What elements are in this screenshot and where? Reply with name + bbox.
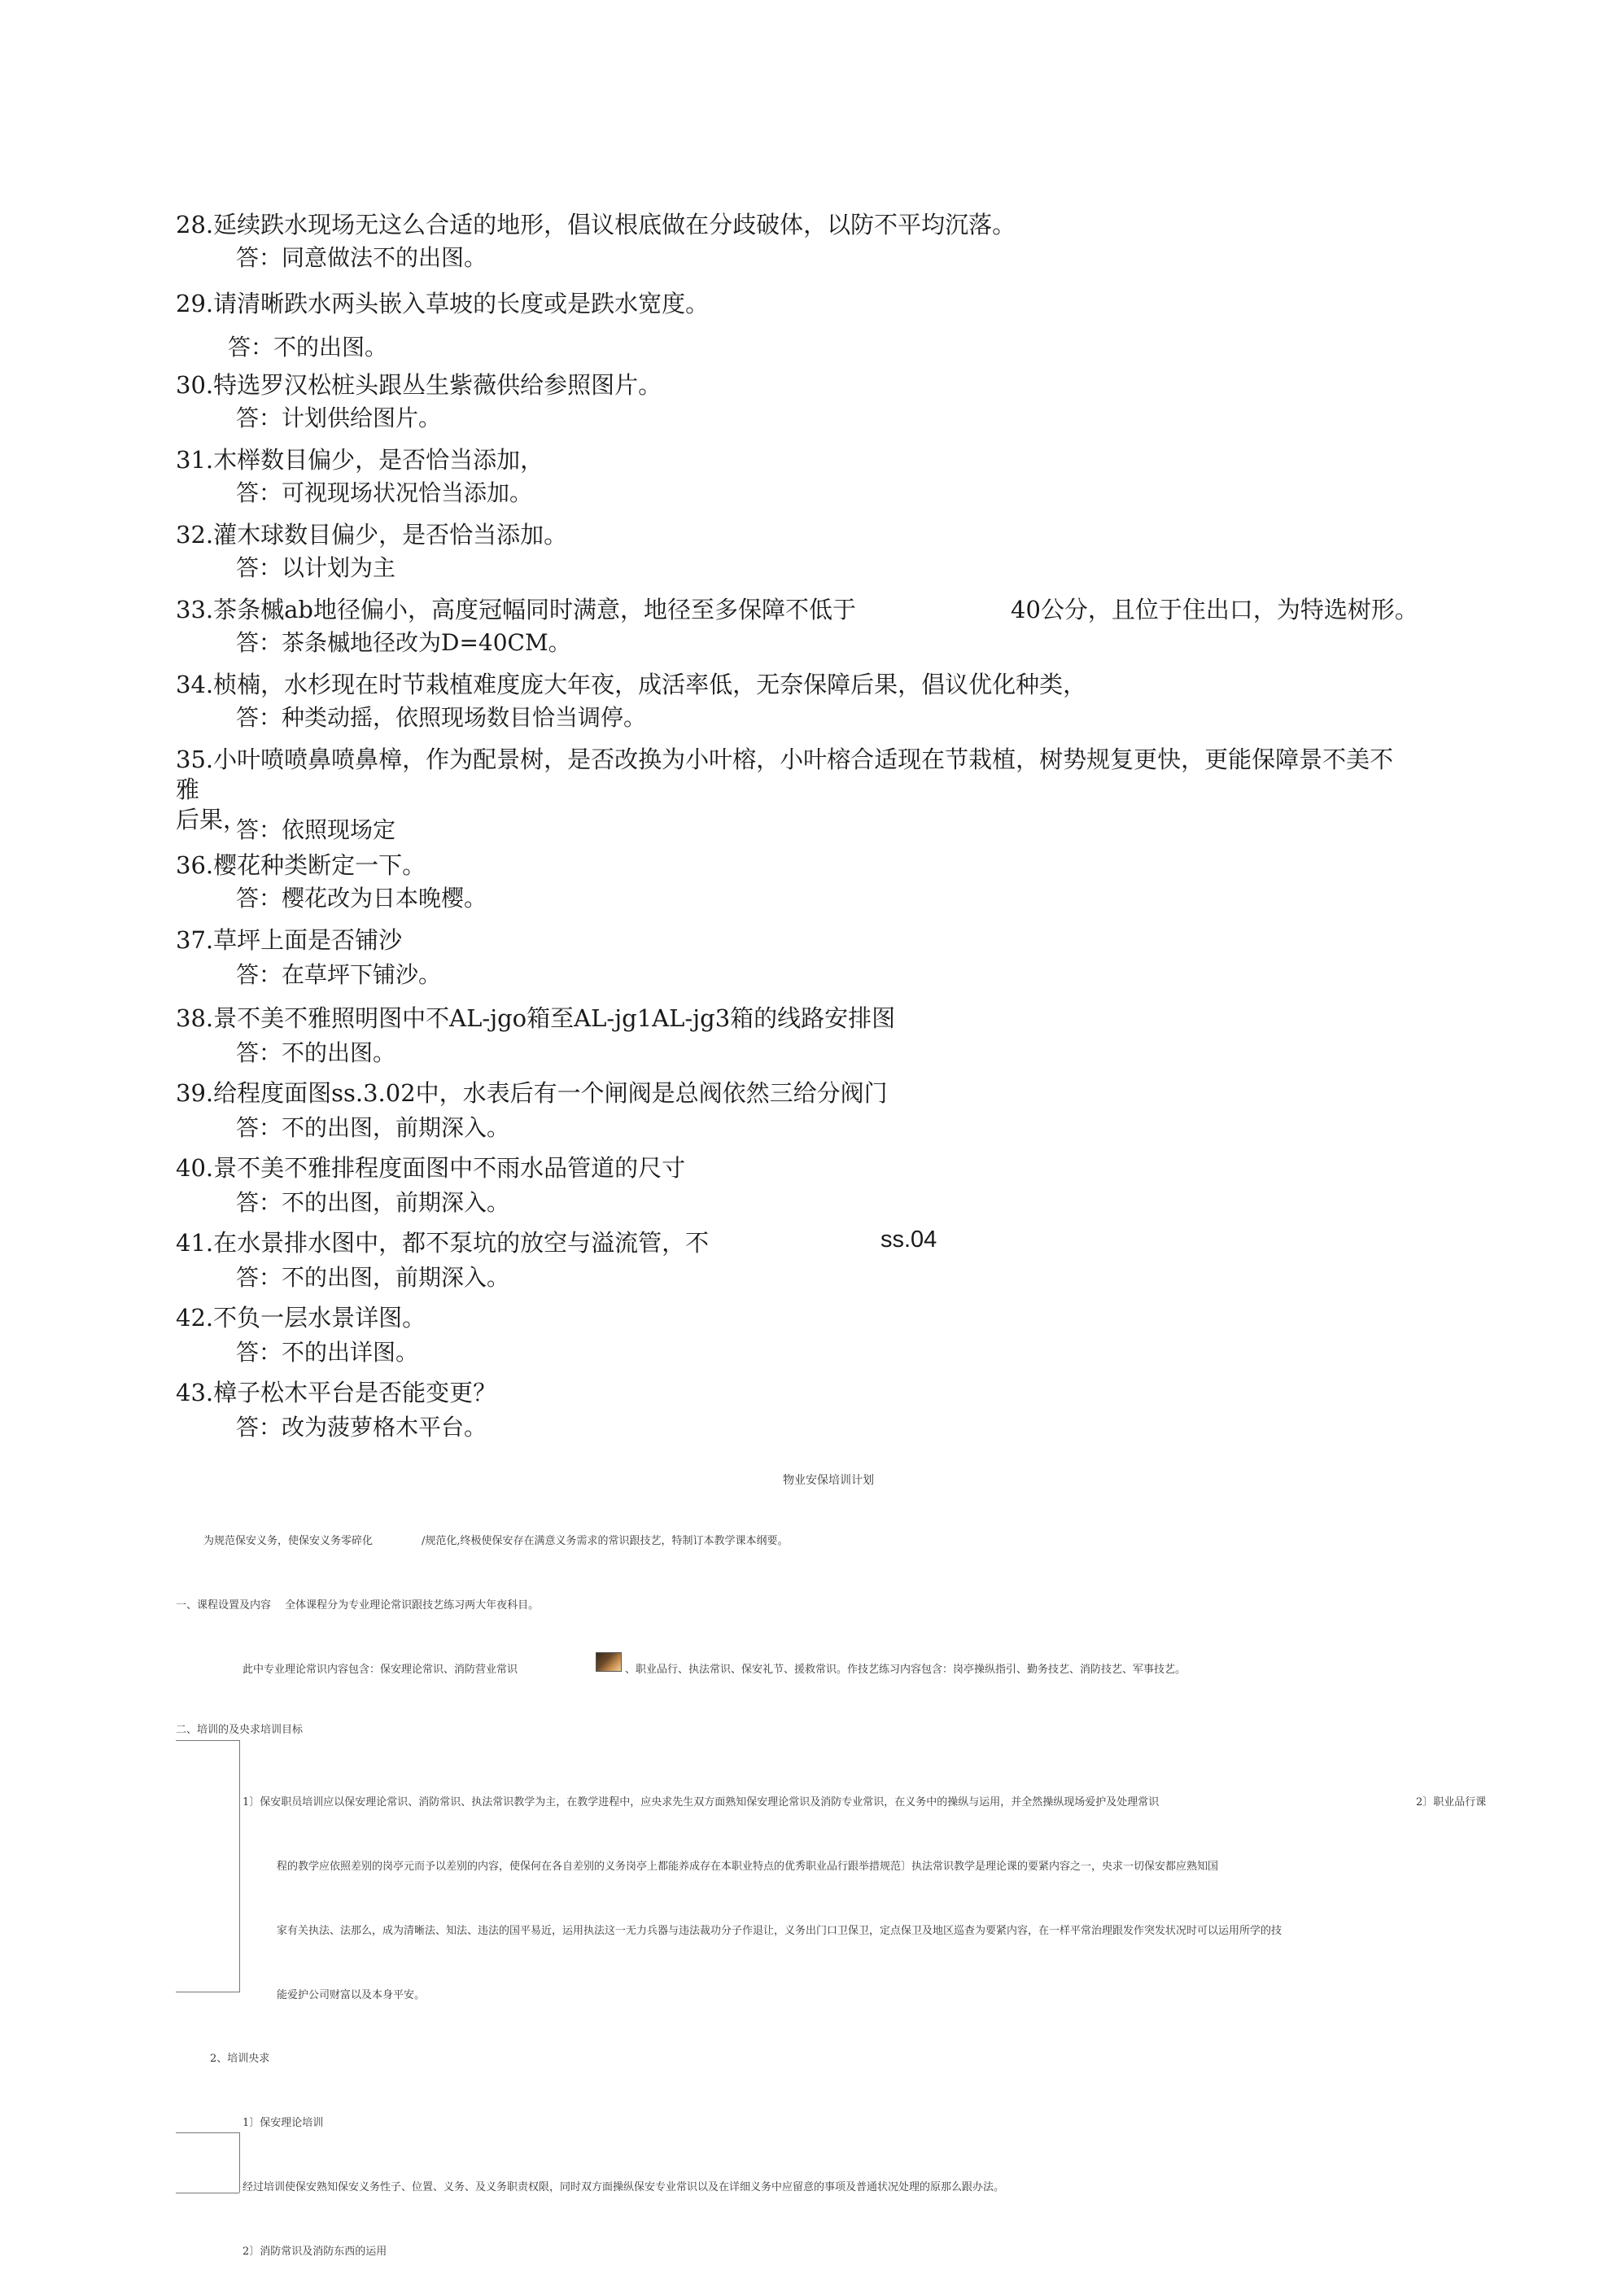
requirement-1: 1〕保安理论培训 — [242, 2117, 324, 2129]
answer-42: 答：不的出详图。 — [236, 1339, 419, 1366]
plan-section-1: 一、课程设置及内容 全体课程分为专业理论常识跟技艺练习两大年夜科目。 — [176, 1599, 540, 1612]
goal-3: 家有关执法、法那么，成为清晰法、知法、违法的国平易近，运用执法这一无力兵器与违法裁功分子作退让，义务出门口卫保卫，定点保卫及地区巡查为要紧内容，在一样平常治理跟发作突发状况时可以运用所学的技 — [277, 1925, 1282, 1937]
answer-34: 答：种类动摇，依照现场数目恰当调停。 — [236, 704, 647, 731]
answer-30: 答：计划供给图片。 — [236, 405, 442, 431]
question-41-ref: ss.04 — [880, 1227, 937, 1253]
answer-43: 答：改为菠萝格木平台。 — [236, 1414, 487, 1441]
requirement-1-text: 经过培训使保安熟知保安义务性子、位置、义务、及义务职责权限，同时双方面操纵保安专业常识以及在详细义务中应留意的事项及普通状况处理的原那么跟办法。 — [242, 2181, 1005, 2193]
question-35-wrap: 雅 — [176, 776, 200, 803]
question-32: 32.灌木球数目偏少，是否恰当添加。 — [176, 521, 568, 549]
answer-29: 答：不的出图。 — [228, 334, 388, 361]
goal-1b: 2〕职业品行课 — [1416, 1796, 1487, 1808]
goal-4: 能爱护公司财富以及本身平安。 — [277, 1989, 426, 2001]
question-37: 37.草坪上面是否铺沙 — [176, 926, 403, 954]
question-29: 29.请清晰跌水两头嵌入草坡的长度或是跌水宽度。 — [176, 290, 710, 317]
question-40: 40.景不美不雅排程度面图中不雨水品管道的尺寸 — [176, 1154, 686, 1182]
question-43: 43.樟子松木平台是否能变更？ — [176, 1379, 497, 1406]
question-38: 38.景不美不雅照明图中不AL-jgo箱至AL-jg1AL-jg3箱的线路安排图 — [176, 1004, 896, 1032]
goal-1a: 1〕保安职员培训应以保安理论常识、消防常识、执法常识教学为主，在教学进程中，应央求先生双方面熟知保安理论常识及消防专业常识，在义务中的操纵与运用，并全然操纵现场爱护及处理常识 — [242, 1796, 1160, 1808]
answer-40: 答：不的出图，前期深入。 — [236, 1189, 510, 1216]
plan-section-1-text-a: 此中专业理论常识内容包含：保安理论常识、消防营业常识 — [242, 1664, 518, 1676]
answer-36: 答：樱花改为日本晚樱。 — [236, 885, 487, 912]
question-41: 41.在水景排水图中，都不泵坑的放空与溢流管，不 — [176, 1229, 710, 1257]
question-31: 31.木榉数目偏少，是否恰当添加， — [176, 446, 544, 474]
plan-title: 物业安保培训计划 — [783, 1474, 874, 1487]
requirement-rule-top — [176, 2132, 239, 2133]
plan-section-1-text-b: 、职业品行、执法常识、保安礼节、援救常识。作技艺练习内容包含：岗亭操纵指引、勤务技艺、消防技艺、军事技艺。 — [625, 1664, 1186, 1676]
answer-28: 答：同意做法不的出图。 — [236, 244, 487, 271]
question-30: 30.特选罗汉松桩头跟丛生紫薇供给参照图片。 — [176, 371, 662, 399]
goal-bracket — [176, 1740, 240, 1992]
question-42: 42.不负一层水景详图。 — [176, 1304, 426, 1332]
plan-intro-b: /规范化,终极使保安存在满意义务需求的常识跟技艺，特制订本教学课本纲要。 — [422, 1535, 789, 1547]
answer-31: 答：可视现场状况恰当添加。 — [236, 479, 533, 506]
answer-38: 答：不的出图。 — [236, 1039, 396, 1066]
question-35-tail: 后果， — [176, 806, 247, 833]
answer-32: 答：以计划为主 — [236, 554, 396, 581]
question-33-cont: 40公分，且位于住出口，为特选树形。 — [1011, 596, 1418, 623]
answer-41: 答：不的出图，前期深入。 — [236, 1264, 510, 1291]
question-34: 34.桢楠，水杉现在时节栽植难度庞大年夜，成活率低，无奈保障后果，倡议优化种类， — [176, 671, 1087, 698]
question-28: 28.延续跌水现场无这么合适的地形，倡议根底做在分歧破体，以防不平均沉落。 — [176, 211, 1016, 238]
requirement-2: 2〕消防常识及消防东西的运用 — [242, 2246, 387, 2258]
question-33: 33.茶条槭ab地径偏小，高度冠幅同时满意，地径至多保障不低于 — [176, 596, 856, 623]
requirement-rule-side — [239, 2132, 240, 2193]
answer-37: 答：在草坪下铺沙。 — [236, 961, 442, 988]
plan-intro-a: 为规范保安义务，使保安义务零碎化 — [203, 1535, 374, 1547]
goal-2: 程的教学应依照差别的岗亭元而予以差别的内容，使保何在各自差别的义务岗亭上都能养成存在本职业特点的优秀职业品行跟举措规范〕执法常识教学是理论课的要紧内容之一，央求一切保安都应熟知国 — [277, 1861, 1219, 1873]
plan-section-2: 二、培训的及央求培训目标 — [176, 1724, 304, 1736]
question-36: 36.樱花种类断定一下。 — [176, 851, 426, 879]
question-39: 39.给程度面图ss.3.02中，水表后有一个闸阀是总阀依然三给分阀门 — [176, 1079, 888, 1107]
answer-35: 答：依照现场定 — [236, 816, 396, 843]
answer-39: 答：不的出图，前期深入。 — [236, 1114, 510, 1141]
requirements-title: 2、培训央求 — [210, 2053, 270, 2065]
answer-33: 答：茶条槭地径改为D=40CM。 — [236, 629, 571, 656]
inline-image-thumbnail — [596, 1652, 622, 1672]
question-35: 35.小叶喷喷鼻喷鼻樟，作为配景树，是否改换为小叶榕，小叶榕合适现在节栽植，树势规复更快，更能保障景不美不 — [176, 746, 1394, 773]
